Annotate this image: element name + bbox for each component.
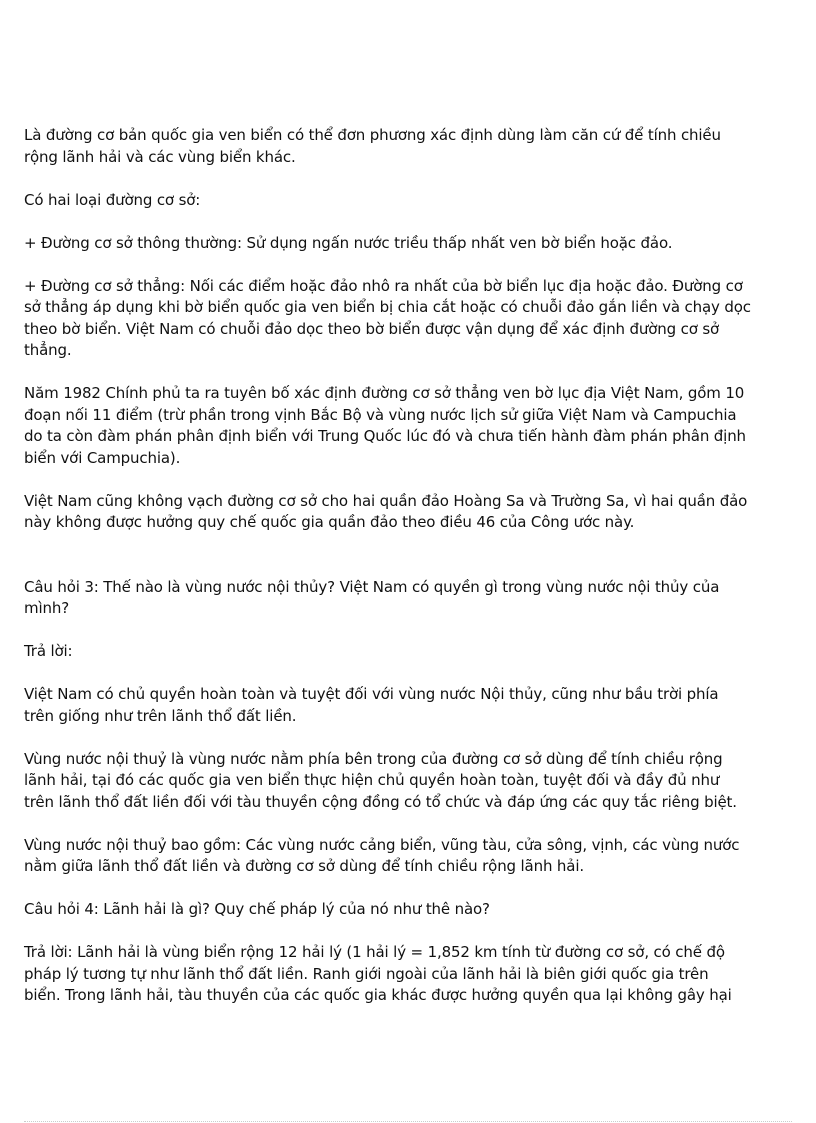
paragraph-1982-declaration: Năm 1982 Chính phủ ta ra tuyên bố xác định đường cơ sở thẳng ven bờ lục địa Việt Nam, gồm 10 đoạn nối 11 điểm (trừ phần trong vịnh Bắc Bộ và vùng nước lịch sử giữa Việt Nam và Campuchia do ta còn đàm phán phân định biển với Trung Quốc lúc đó và chưa tiến hành đàm phán phân định biển với Campuchia). (24, 384, 746, 467)
question-3: Câu hỏi 3: Thế nào là vùng nước nội thủy? Việt Nam có quyền gì trong vùng nước nội thủy của mình? (24, 577, 720, 617)
paragraph-baseline-definition: Là đường cơ bản quốc gia ven biển có thể đơn phương xác định dùng làm căn cứ để tính chiều rộng lãnh hải và các vùng biển khác. (24, 126, 721, 166)
paragraph-straight-baseline: + Đường cơ sở thẳng: Nối các điểm hoặc đảo nhô ra nhất của bờ biển lục địa hoặc đảo. Đường cơ sở thẳng áp dụng khi bờ biển quốc gia ven biển bị chia cắt hoặc có chuỗi đảo gắn liền và chạy dọc theo bờ biển. Việt Nam có chuỗi đảo dọc theo bờ biển được vận dụng để xác định đường cơ sở thẳng. (24, 276, 751, 359)
page-bottom-rule (24, 1121, 792, 1122)
paragraph-internal-waters-definition: Vùng nước nội thuỷ là vùng nước nằm phía bên trong của đường cơ sở dùng để tính chiều rộng lãnh hải, tại đó các quốc gia ven biển thực hiện chủ quyền hoàn toàn, tuyệt đối và đầy đủ như trên lãnh thổ đất liền đối với tàu thuyền cộng đồng có tổ chức và đáp ứng các quy tắc riêng biệt. (24, 749, 737, 811)
answer-territorial-sea: Trả lời: Lãnh hải là vùng biển rộng 12 hải lý (1 hải lý = 1,852 km tính từ đường cơ sở, có chế độ pháp lý tương tự như lãnh thổ đất liền. Ranh giới ngoài của lãnh hải là biên giới quốc gia trên biển. Trong lãnh hải, tàu thuyền của các quốc gia khác được hưởng quyền qua lại không gây hại (24, 943, 732, 1004)
paragraph-normal-baseline: + Đường cơ sở thông thường: Sử dụng ngấn nước triều thấp nhất ven bờ biển hoặc đảo. (24, 233, 673, 252)
paragraph-archipelagos: Việt Nam cũng không vạch đường cơ sở cho hai quần đảo Hoàng Sa và Trường Sa, vì hai quần đảo này không được hưởng quy chế quốc gia quần đảo theo điều 46 của Công ước này. (24, 491, 748, 531)
paragraph-internal-waters-scope: Vùng nước nội thuỷ bao gồm: Các vùng nước cảng biển, vũng tàu, cửa sông, vịnh, các vùng nước nằm giữa lãnh thổ đất liền và đường cơ sở dùng để tính chiều rộng lãnh hải. (24, 835, 740, 875)
paragraph-internal-waters-sovereignty: Việt Nam có chủ quyền hoàn toàn và tuyệt đối với vùng nước Nội thủy, cũng như bầu trời phía trên giống như trên lãnh thổ đất liền. (24, 685, 719, 725)
paragraph-baseline-types: Có hai loại đường cơ sở: (24, 190, 201, 209)
document-body (24, 125, 794, 1007)
answer-label-3: Trả lời: (24, 642, 73, 660)
question-4: Câu hỏi 4: Lãnh hải là gì? Quy chế pháp lý của nó như thê nào? (24, 900, 490, 918)
